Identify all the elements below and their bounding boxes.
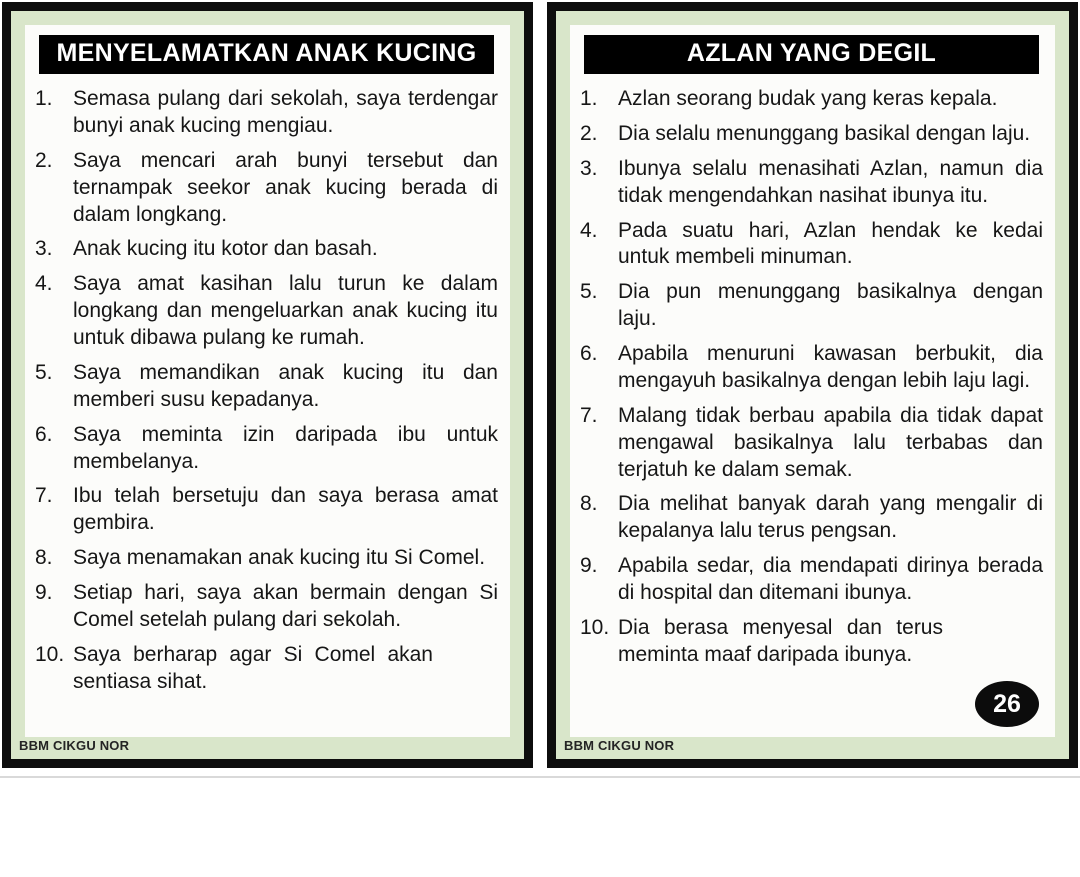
- item-text: Ibu telah bersetuju dan saya berasa amat gembira.: [73, 484, 498, 535]
- list-item: [580, 403, 1043, 484]
- list-item: [35, 271, 498, 352]
- list-item: [35, 483, 498, 537]
- list-item: [580, 491, 1043, 545]
- item-number: 3.: [35, 237, 53, 261]
- list-item: [580, 341, 1043, 395]
- list-item: [580, 121, 1043, 148]
- item-text: Malang tidak berbau apabila dia tidak dapat mengawal basikalnya lalu terbabas dan terjatuh ke dalam semak.: [618, 403, 1043, 481]
- item-number: 5.: [35, 360, 53, 384]
- list-item: [35, 545, 498, 572]
- card-title: AZLAN YANG DEGIL: [584, 35, 1039, 74]
- list-item: [580, 86, 1043, 113]
- list-item: [580, 218, 1043, 272]
- item-number: 10.: [580, 615, 610, 639]
- item-number: 1.: [580, 87, 598, 110]
- list-item: [580, 615, 1043, 669]
- card-azlan-yang-degil: [547, 2, 1078, 768]
- list-item: [35, 422, 498, 476]
- numbered-list: [35, 86, 498, 696]
- watermark-text: BBM CIKGU NOR: [19, 738, 130, 753]
- item-number: 6.: [580, 342, 598, 365]
- numbered-list: [580, 86, 1043, 669]
- card-content-area: [25, 25, 510, 737]
- watermark-text: BBM CIKGU NOR: [564, 738, 675, 753]
- divider: [0, 776, 1080, 778]
- item-number: 7.: [580, 403, 598, 427]
- item-text: Dia pun menunggang basikalnya dengan laju.: [618, 280, 1043, 331]
- list-item: [35, 360, 498, 414]
- item-number: 4.: [35, 272, 53, 296]
- card-content-area: [570, 25, 1055, 737]
- list-item: [35, 580, 498, 634]
- item-text: Anak kucing itu kotor dan basah.: [73, 237, 378, 261]
- page-number-badge: 26: [975, 681, 1039, 727]
- item-number: 9.: [580, 554, 598, 578]
- item-number: 2.: [580, 121, 598, 145]
- card-menyelamatkan-anak-kucing: [2, 2, 533, 768]
- item-number: 8.: [35, 546, 53, 570]
- item-number: 9.: [35, 581, 53, 604]
- item-text: Saya berharap agar Si Comel akan sentiasa sihat.: [73, 642, 433, 693]
- list-item: [580, 156, 1043, 210]
- item-text: Apabila sedar, dia mendapati dirinya berada di hospital dan ditemani ibunya.: [618, 554, 1043, 604]
- item-number: 4.: [580, 218, 598, 242]
- item-text: Setiap hari, saya akan bermain dengan Si Comel setelah pulang dari sekolah.: [73, 581, 498, 631]
- item-text: Pada suatu hari, Azlan hendak ke kedai untuk membeli minuman.: [618, 218, 1043, 269]
- item-number: 5.: [580, 280, 598, 304]
- item-number: 1.: [35, 87, 53, 110]
- item-text: Ibunya selalu menasihati Azlan, namun dia tidak mengendahkan nasihat ibunya itu.: [618, 156, 1043, 207]
- item-text: Dia melihat banyak darah yang mengalir di kepalanya lalu terus pengsan.: [618, 492, 1043, 543]
- list-item: [35, 148, 498, 229]
- item-text: Azlan seorang budak yang keras kepala.: [618, 87, 998, 110]
- item-text: Saya amat kasihan lalu turun ke dalam longkang dan mengeluarkan anak kucing itu untuk dibawa pulang ke rumah.: [73, 272, 498, 349]
- card-title: MENYELAMATKAN ANAK KUCING: [39, 35, 494, 74]
- item-text: Saya meminta izin daripada ibu untuk membelanya.: [73, 422, 498, 473]
- item-number: 8.: [580, 492, 598, 516]
- item-text: Dia berasa menyesal dan terus meminta maaf daripada ibunya.: [618, 615, 943, 666]
- item-number: 6.: [35, 422, 53, 446]
- item-number: 7.: [35, 484, 53, 508]
- item-text: Semasa pulang dari sekolah, saya terdengar bunyi anak kucing mengiau.: [73, 87, 498, 137]
- list-item: [35, 86, 498, 140]
- list-item: [580, 553, 1043, 607]
- item-text: Saya menamakan anak kucing itu Si Comel.: [73, 546, 486, 570]
- item-number: 10.: [35, 642, 65, 666]
- item-number: 2.: [35, 148, 53, 172]
- list-item: [580, 279, 1043, 333]
- list-item: [35, 236, 498, 263]
- item-text: Apabila menuruni kawasan berbukit, dia mengayuh basikalnya dengan lebih laju lagi.: [618, 342, 1043, 392]
- item-number: 3.: [580, 156, 598, 180]
- cards-row: [2, 2, 1078, 768]
- item-text: Dia selalu menunggang basikal dengan laju.: [618, 121, 1031, 145]
- list-item: [35, 642, 498, 696]
- item-text: Saya mencari arah bunyi tersebut dan ternampak seekor anak kucing berada di dalam longkang.: [73, 148, 498, 226]
- item-text: Saya memandikan anak kucing itu dan memberi susu kepadanya.: [73, 360, 498, 411]
